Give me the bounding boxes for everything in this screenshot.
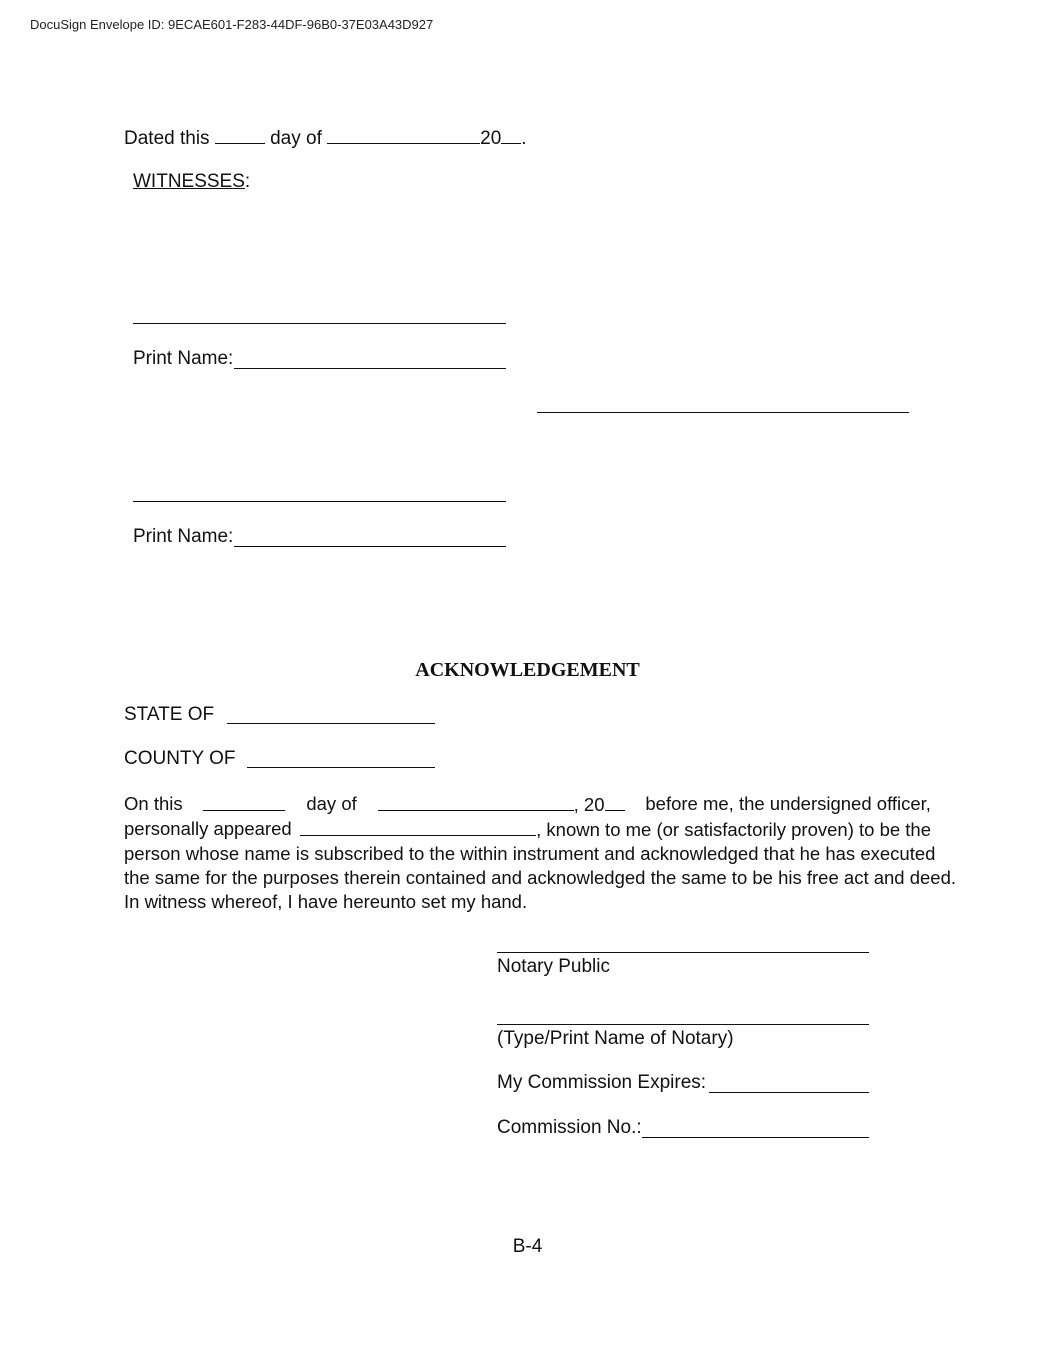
witness-1-signature-line[interactable] <box>133 323 506 324</box>
dated-year-prefix: 20 <box>480 128 502 149</box>
witnesses-heading <box>133 170 250 194</box>
para-known-to-me: , known to me (or satisfactorily proven) to be the <box>536 819 931 840</box>
para-line-3 <box>124 842 936 866</box>
para-line-4 <box>124 866 957 890</box>
dated-year-blank[interactable] <box>501 125 521 144</box>
commission-expires-label: My Commission Expires: <box>497 1072 707 1093</box>
witness-2-print-name-field[interactable] <box>234 546 506 547</box>
para-name-blank[interactable] <box>300 817 536 836</box>
dated-prefix: Dated this <box>124 128 210 149</box>
para-line-5 <box>124 890 931 914</box>
para-personally-appeared: personally appeared <box>124 818 292 839</box>
witnesses-heading-text: WITNESSES <box>133 171 245 192</box>
acknowledgement-title: ACKNOWLEDGEMENT <box>415 659 640 681</box>
para-day-blank[interactable] <box>203 792 285 811</box>
witness-2-signature-line[interactable] <box>133 501 506 502</box>
witness-1-print-name-field[interactable] <box>234 368 506 369</box>
county-of-label: COUNTY OF <box>124 748 236 769</box>
commission-expires-field[interactable] <box>709 1092 869 1093</box>
para-year-blank[interactable] <box>605 792 625 811</box>
dated-end: . <box>521 128 527 149</box>
para-text-5: In witness whereof, I have hereunto set my hand. <box>124 891 528 912</box>
para-text-4: the same for the purposes therein contained and acknowledged the same to be his free act and deed. <box>124 867 957 888</box>
para-day-of: day of <box>306 793 357 814</box>
para-on-this: On this <box>124 793 183 814</box>
witness-2-print-name-label: Print Name: <box>133 526 234 547</box>
witnesses-colon: : <box>244 171 251 192</box>
para-text-3: person whose name is subscribed to the within instrument and acknowledged that he has executed <box>124 843 936 864</box>
dated-day-blank[interactable] <box>215 125 265 144</box>
state-of-label: STATE OF <box>124 704 215 725</box>
para-month-blank[interactable] <box>378 792 574 811</box>
notary-public-label: Notary Public <box>497 956 610 977</box>
commission-no-label: Commission No.: <box>497 1117 642 1138</box>
commission-no-field[interactable] <box>642 1137 869 1138</box>
acknowledgement-paragraph <box>124 792 957 914</box>
county-of-field[interactable] <box>247 767 435 768</box>
dated-line <box>124 125 527 151</box>
witness-1-print-name-row <box>133 347 233 371</box>
para-comma-20: , 20 <box>573 794 605 815</box>
notary-signature-line[interactable] <box>497 952 869 953</box>
signatory-signature-line[interactable] <box>537 412 909 413</box>
dated-day-of: day of <box>270 128 322 149</box>
para-line-2 <box>124 817 931 842</box>
para-before-me: before me, the undersigned officer, <box>645 793 931 814</box>
page-number: B-4 <box>512 1236 543 1257</box>
para-line-1 <box>124 792 931 817</box>
docusign-envelope-id: DocuSign Envelope ID: 9ECAE601-F283-44DF-96B0-37E03A43D927 <box>30 17 434 32</box>
notary-name-line[interactable] <box>497 1024 869 1025</box>
witness-2-print-name-row <box>133 525 233 549</box>
dated-month-blank[interactable] <box>327 125 480 144</box>
type-print-name-label: (Type/Print Name of Notary) <box>497 1028 734 1049</box>
state-of-field[interactable] <box>227 723 435 724</box>
witness-1-print-name-label: Print Name: <box>133 348 234 369</box>
